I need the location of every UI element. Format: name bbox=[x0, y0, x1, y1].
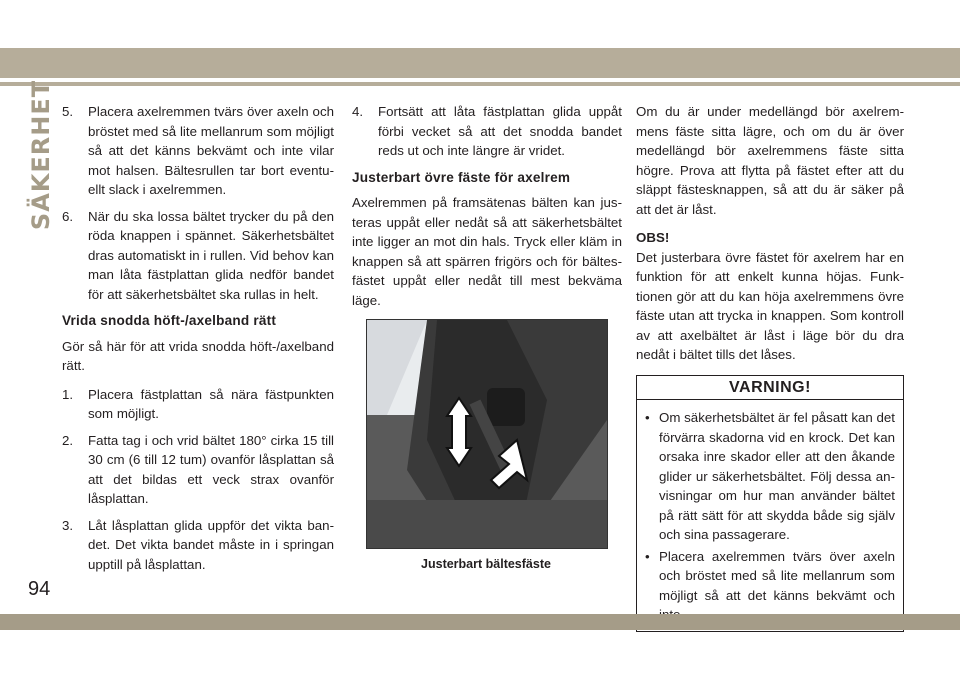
page-number: 94 bbox=[28, 578, 51, 600]
column-3 bbox=[636, 102, 904, 632]
list-number: 4. bbox=[352, 104, 364, 119]
list-number: 2. bbox=[62, 432, 74, 448]
paragraph: Axelremmen på framsätenas bälten kan justeras uppåt eller nedåt så att säkerhetsbältet inte ligger an mot din hals. Tryck eller kläm in knappen så att spärren frigörs och för bältesfästet uppåt eller nedåt till mest bekväma läge. bbox=[352, 195, 622, 308]
list-text: Låt låsplattan glida uppför det vikta bandet. Det vikta bandet måste in i springan upptill på låsplattan. bbox=[88, 517, 334, 572]
list-text: Placera axelremmen tvärs över axeln och bröstet med så lite mellanrum som möjligt så att det känns bekvämt och inte vilar mot halsen. Bältesrullen tar bort eventuellt slack i axelremmen. bbox=[88, 104, 334, 197]
warning-box bbox=[636, 375, 904, 632]
seatbelt-anchor-illustration bbox=[367, 320, 607, 548]
list-item bbox=[352, 102, 622, 161]
figure-caption: Justerbart bältesfäste bbox=[421, 557, 551, 571]
list-item bbox=[62, 516, 334, 575]
list-text: Fatta tag i och vrid bältet 180° cirka 15 till 30 cm (6 till 12 tum) ovanför låsplattan så att det bildas ett veck strax ovanför låsplattan. bbox=[88, 432, 334, 506]
list-item bbox=[62, 207, 334, 305]
warning-body bbox=[637, 400, 903, 631]
note-text: Det justerbara övre fästet för axelrem har en funktion för att enkelt kunna höjas. Funktionen gör att du kan höja axelremmens övre fäste utan att trycka in knappen. Som kontroll av att axelbältet är låst i läge bör du dra nedåt i bältet tills det låses. bbox=[636, 249, 904, 362]
list-item bbox=[62, 102, 334, 200]
list-text: När du ska lossa bältet trycker du på den röda knappen i spännet. Säkerhetsbältet dras automatiskt in i rullen. Vid behov kan man låta fästplattan glida nedför bandet för att säkerhetsbältet ska rullas in helt. bbox=[88, 208, 334, 302]
list-item bbox=[62, 385, 334, 424]
column-2 bbox=[352, 102, 622, 575]
bullet-text: Om säkerhetsbältet är fel påsatt kan det förvärra skadorna vid en krock. Det kan orsaka inre skador eller att den åkande glider ur säkerhetsbältet. Följ dessa anvisningar om hur man använder bältet på rätt sätt för att skydda både sig själv och sina passagerare. bbox=[659, 410, 895, 542]
paragraph: Gör så här för att vrida snodda höft-/axelband rätt. bbox=[62, 338, 334, 373]
list-text: Placera fästplattan så nära fästpunkten som möjligt. bbox=[88, 386, 334, 421]
bullet-text: Placera axelremmen tvärs över axeln och bröstet med så lite mellanrum som möjligt så att det känns bekvämt och bbox=[659, 548, 895, 603]
section-title: SÄKERHET bbox=[27, 79, 55, 231]
section-tab bbox=[24, 79, 58, 231]
warning-bullet bbox=[645, 408, 895, 545]
warning-title: VARNING! bbox=[637, 376, 903, 401]
seatbelt-anchor-photo bbox=[366, 319, 608, 549]
footer-band bbox=[0, 614, 960, 630]
list-number: 1. bbox=[62, 386, 74, 402]
header-rule bbox=[0, 82, 960, 86]
list-number: 6. bbox=[62, 208, 74, 224]
note-heading: OBS! bbox=[636, 230, 670, 245]
section-heading: Vrida snodda höft-/axelband rätt bbox=[62, 313, 277, 328]
paragraph: Om du är under medellängd bör axelremmens fäste sitta lägre, och om du är över medellängd bör axelremmens fäste sitta högre. Prova att flytta på fästet efter att du släppt fästesknappen, så att du är säker på att det är låst. bbox=[636, 104, 904, 217]
list-item bbox=[62, 431, 334, 509]
bullet-icon: • bbox=[645, 548, 650, 564]
list-text: Fortsätt att låta fästplattan glida uppåt förbi vecket så att det snodda bandet reds ut och inte längre är vridet. bbox=[378, 104, 622, 158]
warning-bullet bbox=[645, 547, 895, 625]
section-heading: Justerbart övre fäste för axelrem bbox=[352, 169, 571, 185]
list-number: 3. bbox=[62, 517, 74, 533]
column-1 bbox=[62, 102, 334, 581]
bullet-icon: • bbox=[645, 410, 650, 425]
header-band bbox=[0, 48, 960, 78]
list-number: 5. bbox=[62, 104, 74, 119]
